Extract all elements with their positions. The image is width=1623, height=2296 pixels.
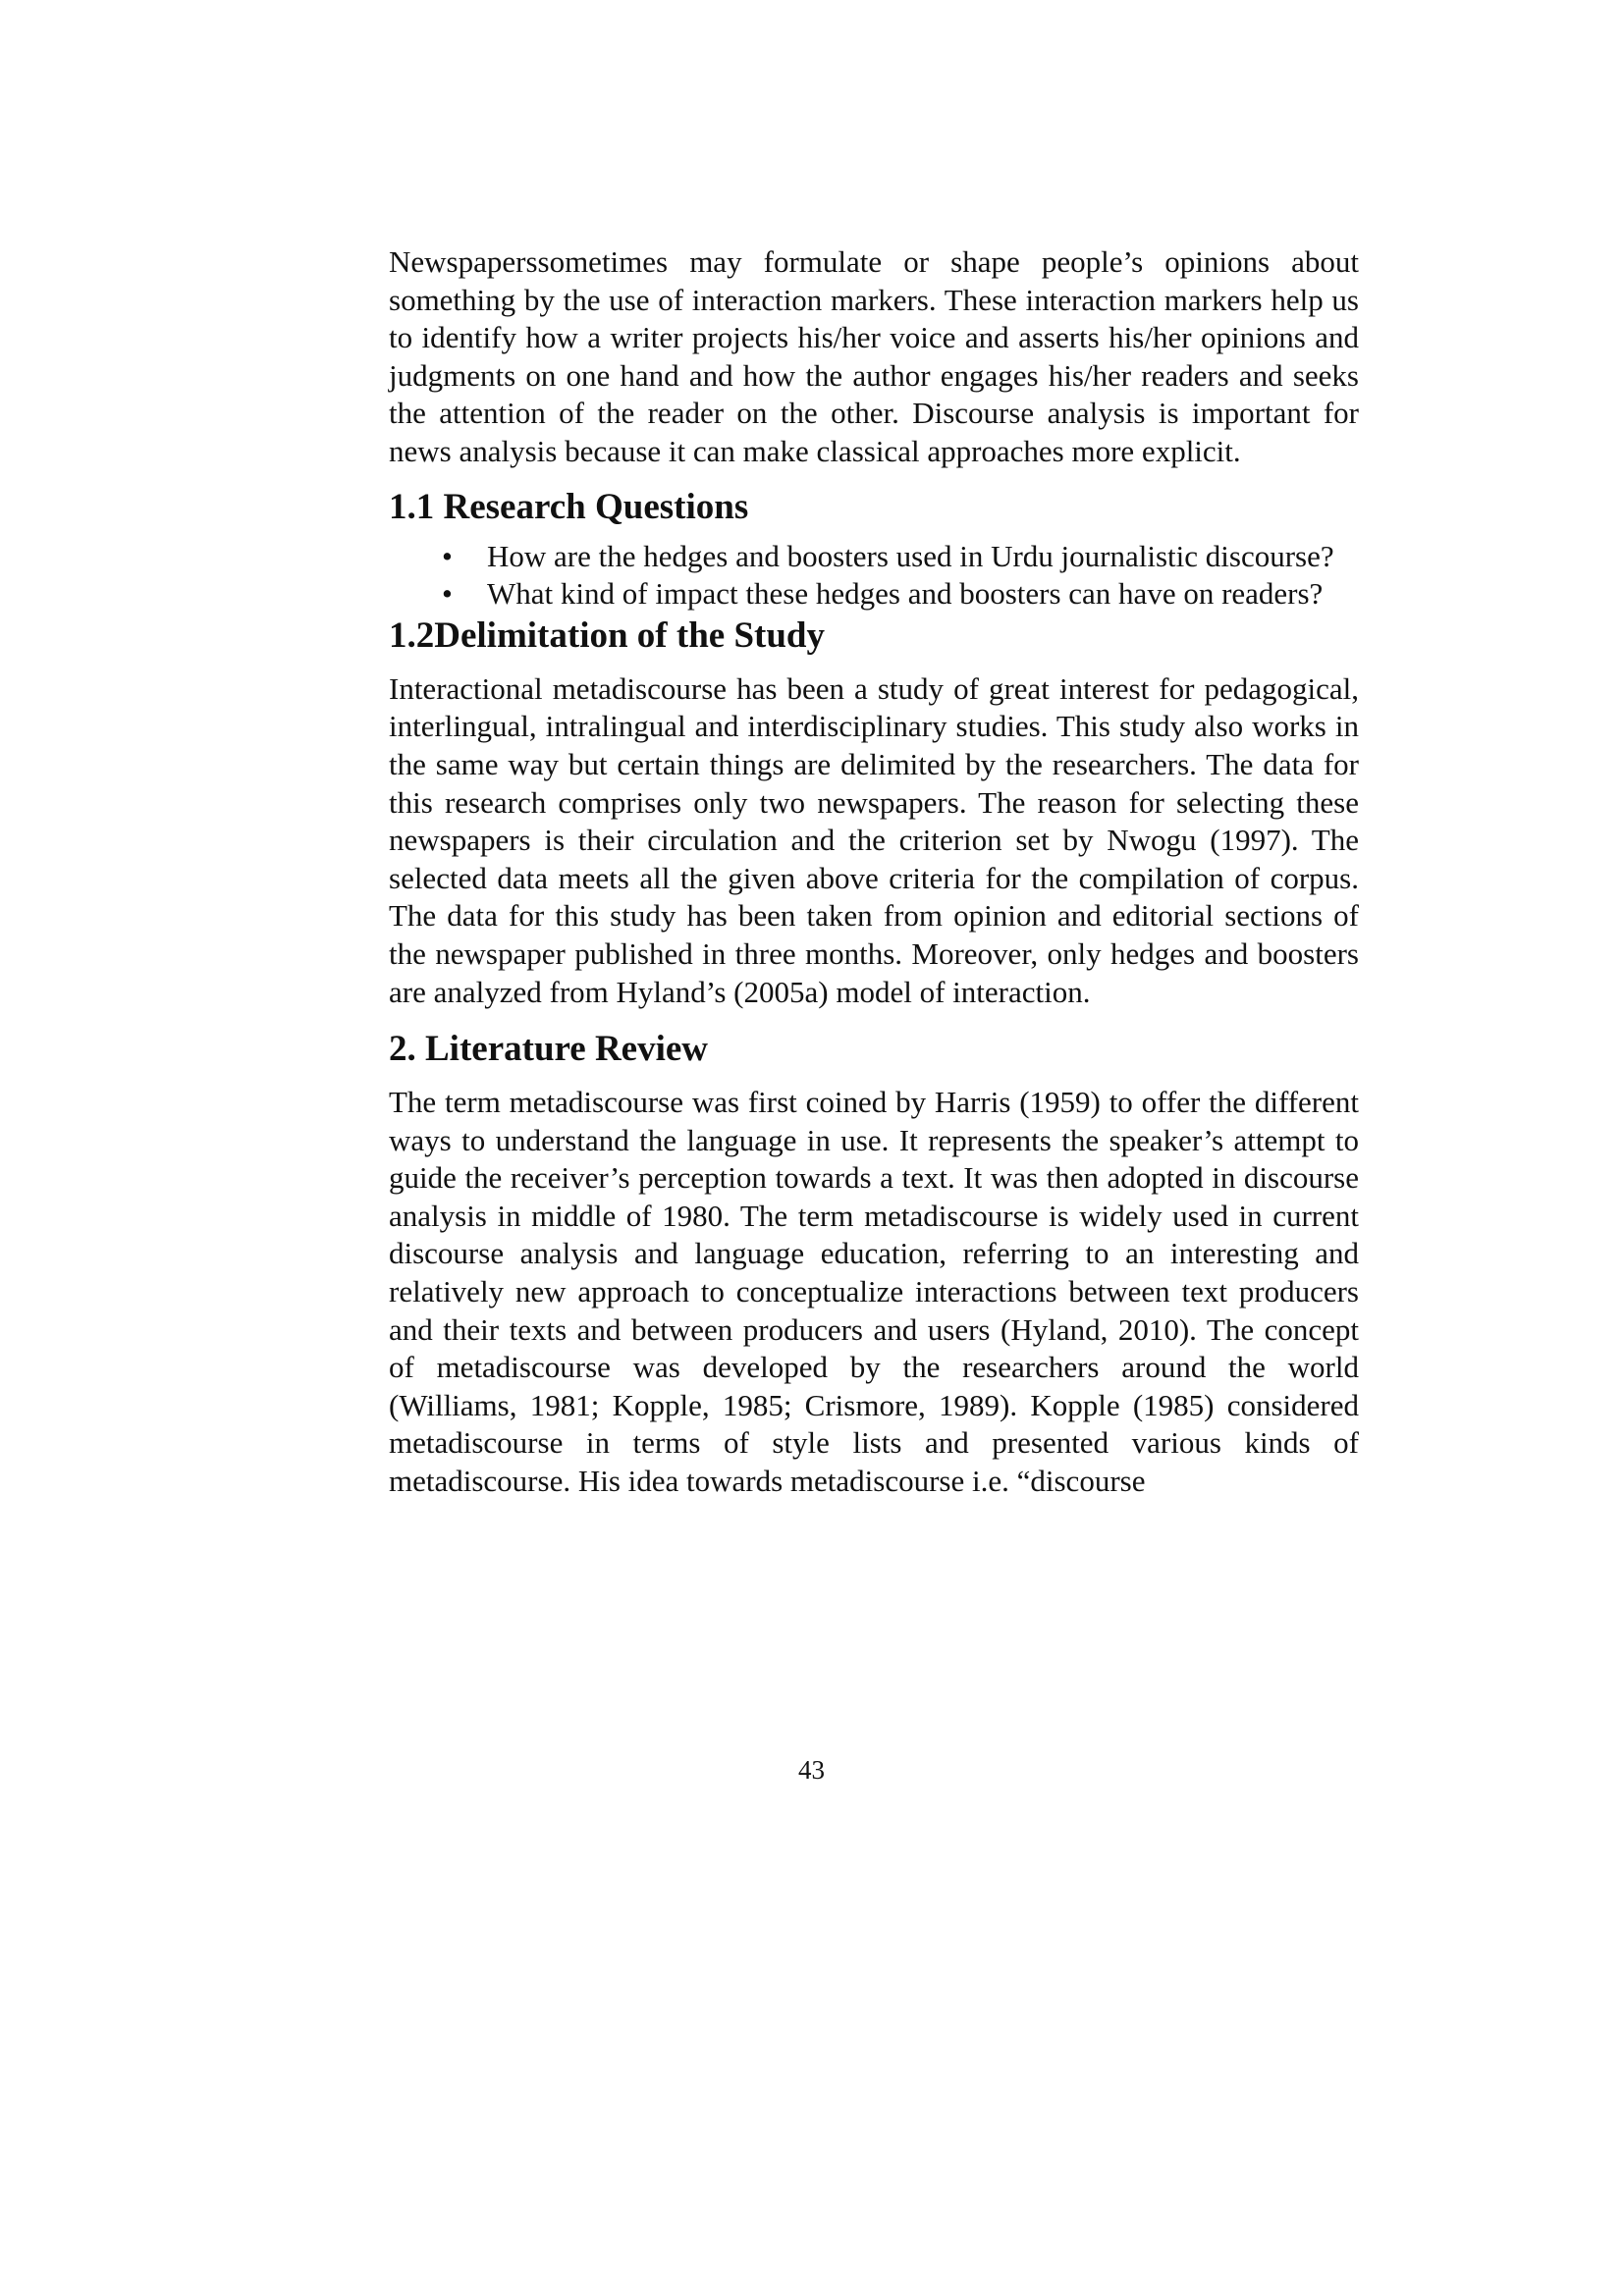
research-questions-list <box>389 538 1359 614</box>
list-item <box>389 538 1359 576</box>
literature-review-heading: 2. Literature Review <box>389 1029 709 1070</box>
delimitation-heading: 1.2Delimitation of the Study <box>389 614 825 656</box>
list-item <box>389 575 1359 614</box>
page-body <box>389 243 1359 1501</box>
list-item-text: How are the hedges and boosters used in Urdu journalistic discourse? <box>487 538 1334 573</box>
delimitation-paragraph: Interactional metadiscourse has been a study of great interest for pedagogical, interlingual, intralingual and interdisciplinary studies. This study also works in the same way but certain things are delimited by the researchers. The data for this research comprises only two newspapers. The reason for selecting these newspapers is their circulation and the criterion set by Nwogu (1997). The selected data meets all the given above criteria for the compilation of corpus. The data for this study has been taken from opinion and editorial sections of the newspaper published in three months. Moreover, only hedges and boosters are analyzed from Hyland’s (2005a) model of interaction. <box>389 670 1359 1009</box>
literature-review-paragraph: The term metadiscourse was first coined by Harris (1959) to offer the different ways to understand the language in use. It represents the speaker’s attempt to guide the receiver’s perception towards a text. It was then adopted in discourse analysis in middle of 1980. The term metadiscourse is widely used in current discourse analysis and language education, referring to an interesting and relatively new approach to conceptualize interactions between text producers and their texts and between producers and users (Hyland, 2010). The concept of metadiscourse was developed by the researchers around the world (Williams, 1981; Kopple, 1985; Crismore, 1989). Kopple (1985) considered metadiscourse in terms of style lists and presented various kinds of metadiscourse. His idea towards metadiscourse i.e. “discourse <box>389 1085 1359 1499</box>
bullet-icon: • <box>442 538 453 573</box>
intro-paragraph: Newspaperssometimes may formulate or shape people’s opinions about something by the use of interaction markers. These interaction markers help us to identify how a writer projects his/her voice and asserts his/her opinions and judgments on one hand and how the author engages his/her readers and seeks the attention of the reader on the other. Discourse analysis is important for news analysis because it can make classical approaches more explicit. <box>389 244 1359 468</box>
list-item-text: What kind of impact these hedges and boosters can have on readers? <box>487 576 1324 612</box>
page-number: 43 <box>798 1755 825 1785</box>
research-questions-heading: 1.1 Research Questions <box>389 486 749 527</box>
bullet-icon: • <box>442 576 453 612</box>
